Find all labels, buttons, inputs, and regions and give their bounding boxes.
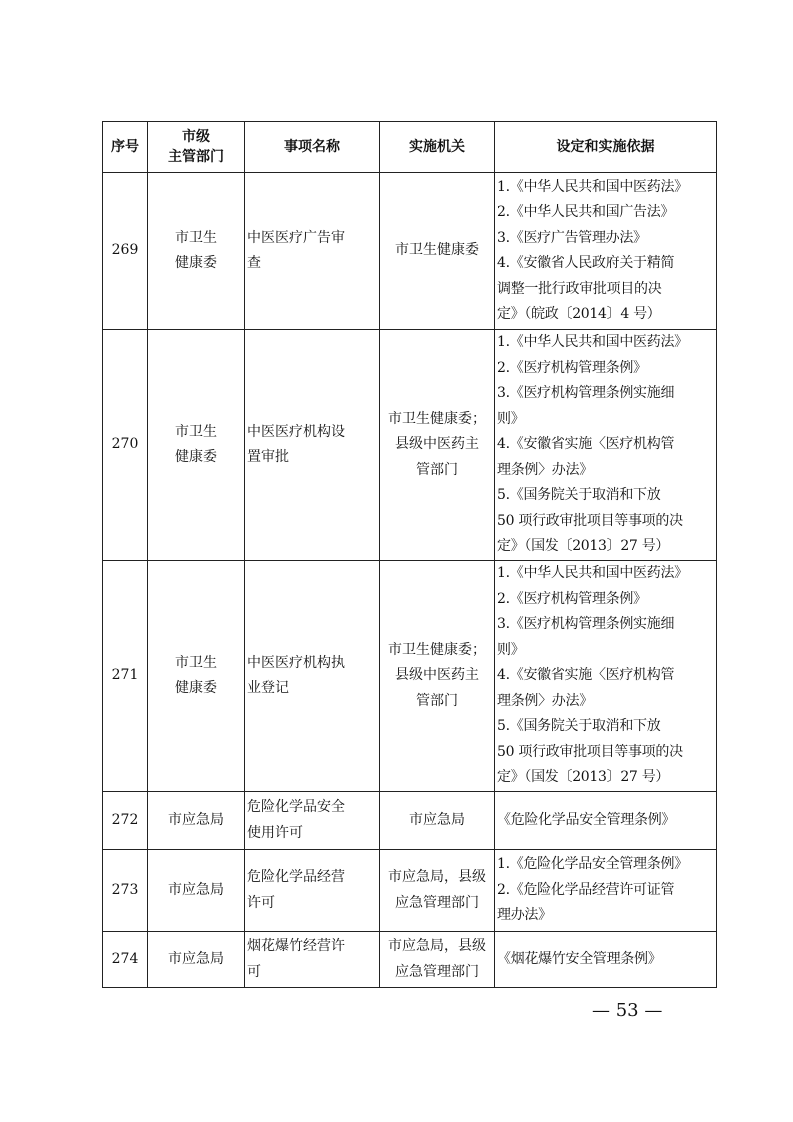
basis-line: 5.《国务院关于取消和下放 [497,718,661,735]
cell-org-line: 管部门 [416,692,458,709]
basis-line: 5.《国务院关于取消和下放 [497,487,661,504]
cell-dept-line: 市应急局 [168,950,224,967]
cell-name [245,173,380,330]
cell-name-line: 中医医疗机构设 [247,423,345,440]
cell-dept-line: 市应急局 [168,811,224,828]
basis-line: 1.《中华人民共和国中医药法》 [497,565,688,582]
basis-line: 理条例〉办法》 [497,461,593,478]
cell-name [245,330,380,561]
cell-name-line: 烟花爆竹经营许 [247,938,345,954]
basis-line: 50 项行政审批项目等事项的决 [497,743,683,760]
cell-org-line: 市应急局 [409,811,465,828]
cell-name-line: 危险化学品安全 [247,799,345,815]
cell-dept [148,792,245,850]
cell-dept [148,932,245,988]
basis-line: 2.《医疗机构管理条例》 [497,590,647,607]
cell-org-line: 应急管理部门 [395,963,479,980]
cell-dept [148,561,245,792]
basis-line: 2.《医疗机构管理条例》 [497,359,647,376]
header-basis: 设定和实施依据 [495,122,717,173]
cell-no: 271 [103,561,148,792]
basis-line: 则》 [497,410,525,427]
table-row [103,932,717,988]
basis-line: 3.《医疗广告管理办法》 [497,229,647,246]
cell-org-line: 县级中医药主 [395,667,479,684]
basis-line: 4.《安徽省实施〈医疗机构管 [497,667,675,684]
basis-line: 3.《医疗机构管理条例实施细 [497,616,675,633]
cell-dept-line: 健康委 [175,449,217,465]
cell-basis [495,932,717,988]
basis-line: 定》（国发〔2013〕27 号） [497,769,670,786]
cell-dept [148,850,245,932]
cell-dept-line: 健康委 [175,680,217,696]
basis-line: 《危险化学品安全管理条例》 [497,811,676,828]
basis-line: 2.《中华人民共和国广告法》 [497,204,675,220]
page-number: — 53 — [592,1000,663,1021]
cell-basis [495,850,717,932]
cell-no: 274 [103,932,148,988]
cell-org [380,330,495,561]
cell-name-line: 许可 [247,894,275,911]
cell-name-line: 中医医疗机构执 [247,654,345,671]
items-table [102,121,717,988]
cell-name-line: 使用许可 [247,824,303,841]
cell-dept-line: 健康委 [175,255,217,271]
basis-line: 4.《安徽省实施〈医疗机构管 [497,436,675,453]
basis-line: 则》 [497,641,525,658]
cell-org [380,850,495,932]
header-dept [148,122,245,173]
basis-line: 1.《危险化学品安全管理条例》 [497,856,688,873]
basis-line: 《烟花爆竹安全管理条例》 [497,950,662,967]
table-row [103,561,717,792]
cell-name-line: 业登记 [247,680,289,696]
cell-name [245,932,380,988]
cell-basis [495,561,717,792]
basis-line: 50 项行政审批项目等事项的决 [497,512,683,529]
basis-line: 1.《中华人民共和国中医药法》 [497,178,688,195]
cell-org [380,173,495,330]
cell-dept-line: 市卫生 [175,229,217,246]
header-dept-line2: 主管部门 [168,149,224,165]
cell-dept [148,330,245,561]
cell-org-line: 市应急局，县级 [388,938,486,954]
cell-basis [495,330,717,561]
cell-name [245,850,380,932]
basis-line: 3.《医疗机构管理条例实施细 [497,385,675,402]
cell-name-line: 危险化学品经营 [247,869,345,885]
cell-no: 273 [103,850,148,932]
basis-line: 4.《安徽省人民政府关于精简 [497,255,675,271]
cell-no: 272 [103,792,148,850]
cell-name [245,792,380,850]
cell-name-line: 中医医疗广告审 [247,229,345,246]
basis-line: 定》（皖政〔2014〕4 号） [497,306,661,322]
cell-org-line: 县级中医药主 [395,436,479,453]
basis-line: 2.《危险化学品经营许可证管 [497,881,675,898]
basis-line: 定》（国发〔2013〕27 号） [497,538,670,555]
cell-name [245,561,380,792]
cell-org-line: 市卫生健康委； [388,410,486,427]
cell-org [380,792,495,850]
basis-line: 1.《中华人民共和国中医药法》 [497,334,688,351]
header-no: 序号 [103,122,148,173]
cell-basis [495,792,717,850]
table-header-row [103,122,717,173]
cell-name-line: 可 [247,963,261,980]
cell-org-line: 市卫生健康委 [395,242,479,259]
cell-basis [495,173,717,330]
cell-org-line: 市应急局，县级 [388,869,486,885]
basis-line: 调整一批行政审批项目的决 [497,280,662,297]
cell-dept-line: 市卫生 [175,654,217,671]
table-row [103,850,717,932]
cell-dept [148,173,245,330]
cell-name-line: 查 [247,255,261,271]
cell-org-line: 管部门 [416,461,458,478]
basis-line: 理办法》 [497,907,552,924]
cell-org [380,561,495,792]
header-name: 事项名称 [245,122,380,173]
header-org: 实施机关 [380,122,495,173]
cell-dept-line: 市应急局 [168,881,224,898]
table-row [103,173,717,330]
table-row [103,792,717,850]
cell-org-line: 市卫生健康委； [388,641,486,658]
cell-dept-line: 市卫生 [175,423,217,440]
table-row [103,330,717,561]
header-dept-line1: 市级 [182,129,210,145]
cell-name-line: 置审批 [247,449,289,465]
cell-org [380,932,495,988]
cell-org-line: 应急管理部门 [395,894,479,911]
cell-no: 270 [103,330,148,561]
cell-no: 269 [103,173,148,330]
basis-line: 理条例〉办法》 [497,692,593,709]
